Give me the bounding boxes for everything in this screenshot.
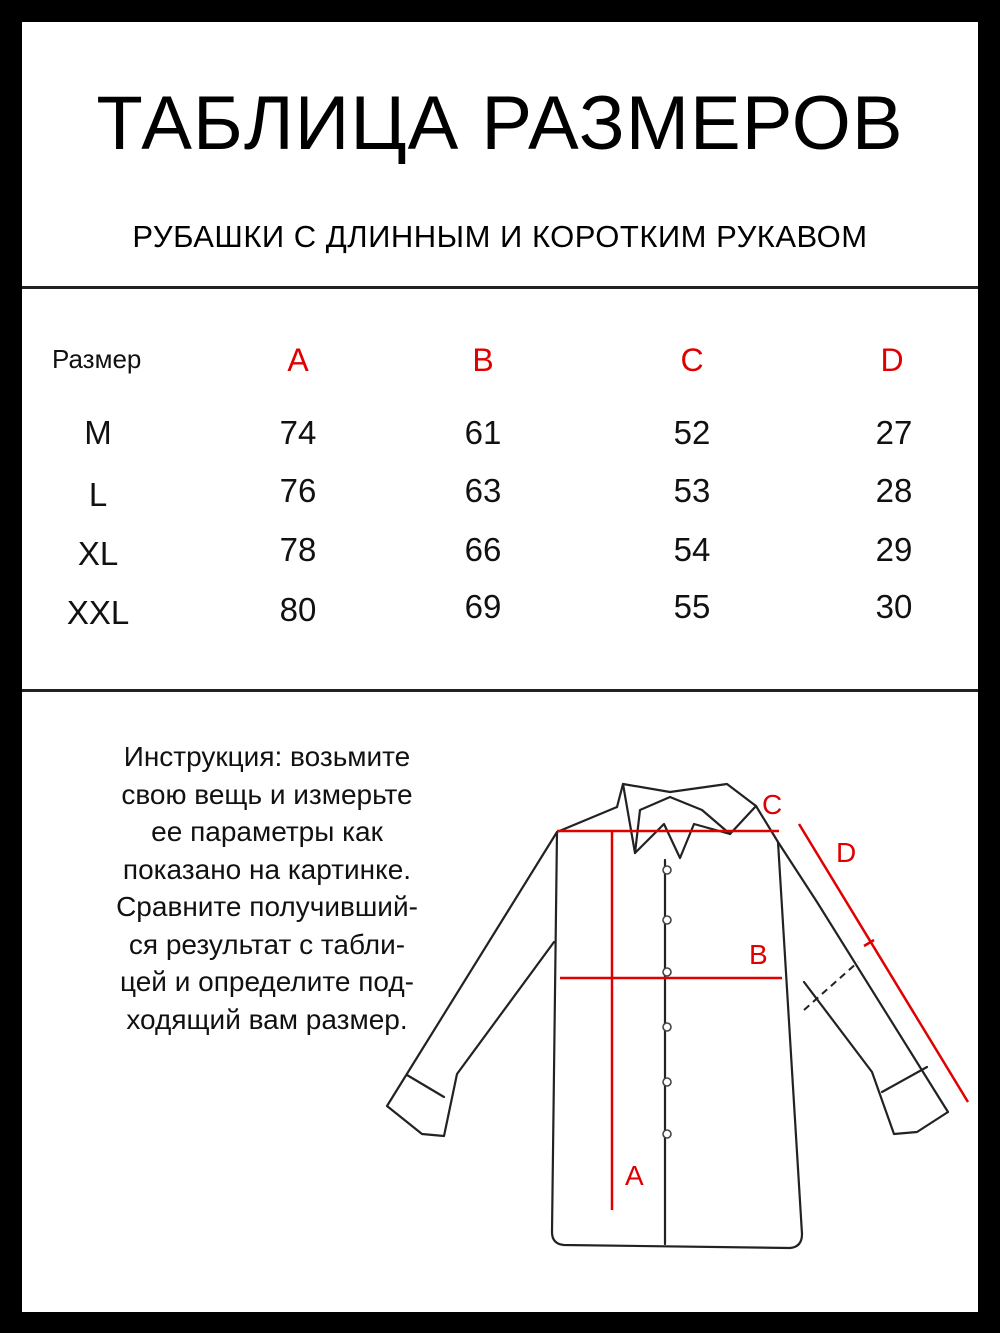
instruction-line: ся результат с табли-: [128, 928, 406, 960]
instruction-line: цей и определите под-: [120, 966, 414, 997]
table-cell: 29: [875, 531, 913, 568]
column-header-c: C: [680, 342, 704, 378]
row-size-label: L: [88, 476, 108, 513]
instruction-line: показано на картинке.: [122, 853, 412, 885]
column-header-b: B: [472, 342, 494, 378]
size-chart-sheet: [22, 22, 978, 1312]
measure-label-b: B: [749, 939, 768, 970]
sleeve-width-marker: [804, 962, 858, 1010]
table-cell: 76: [279, 472, 317, 509]
table-cell: 28: [875, 472, 913, 509]
instruction-line: Инструкция: возьмите: [123, 741, 411, 772]
table-cell: 52: [673, 414, 711, 451]
instruction-line: ее параметры как: [151, 816, 383, 847]
table-cell: 53: [673, 472, 711, 509]
instruction-line: свою вещь и измерьте: [121, 778, 413, 810]
shirt-outline: [387, 784, 948, 1248]
shirt-diagram: [22, 22, 978, 1312]
table-cell: 78: [279, 531, 317, 568]
table-cell: 54: [673, 531, 711, 568]
page-title: ТАБЛИЦА РАЗМЕРОВ: [96, 81, 904, 166]
column-header-d: D: [880, 342, 904, 378]
table-cell: 55: [673, 588, 711, 625]
row-size-label: XXL: [66, 594, 130, 631]
table-cell: 61: [464, 414, 502, 451]
table-cell: 69: [464, 588, 502, 625]
table-cell: 27: [875, 414, 913, 451]
measure-label-a: A: [625, 1160, 644, 1191]
row-size-label: M: [84, 414, 112, 451]
column-header-a: A: [287, 342, 309, 378]
measure-line-d: [799, 824, 968, 1102]
table-cell: 74: [279, 414, 317, 451]
table-cell: 63: [464, 472, 502, 509]
row-size-label: XL: [77, 535, 119, 572]
measure-label-d: D: [836, 837, 857, 868]
measure-label-c: C: [762, 789, 783, 820]
page-subtitle: РУБАШКИ С ДЛИННЫМ И КОРОТКИМ РУКАВОМ: [132, 219, 868, 254]
table-cell: 80: [279, 591, 317, 628]
size-column-header: Размер: [52, 344, 142, 374]
measurement-lines: [557, 824, 968, 1210]
instruction-line: Сравните получивший-: [116, 891, 418, 922]
table-cell: 66: [464, 531, 502, 568]
instruction-line: ходящий вам размер.: [126, 1003, 408, 1035]
table-cell: 30: [875, 588, 913, 625]
